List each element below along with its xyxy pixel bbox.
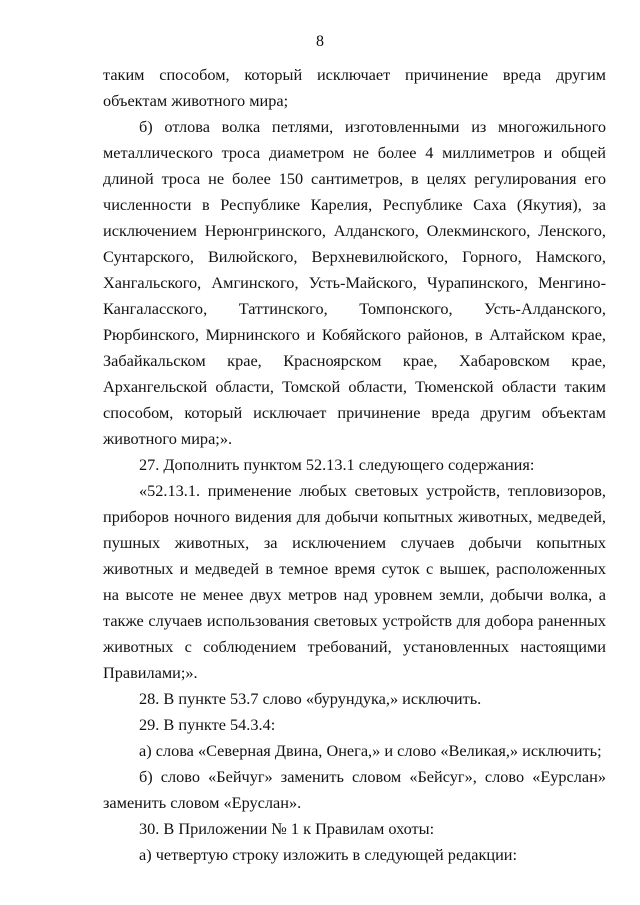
paragraph-29-b: б) слово «Бейчуг» заменить словом «Бейсуг», слово «Еурслан» заменить словом «Еруслан». <box>103 767 606 812</box>
paragraph-item-29: 29. В пункте 54.3.4: <box>139 715 276 734</box>
paragraph-52-13-1: «52.13.1. применение любых световых устройств, тепловизоров, приборов ночного видения для добычи копытных животных, медведей, пушных животных, за исключением случаев добычи копытных животных и медведей в темное время суток с вышек, расположенных на высоте не менее двух метров над уровнем земли, добычи волка, а также случаев использования световых устройств для добора раненных животных с соблюдением требований, установленных настоящими Правилами;». <box>103 481 606 682</box>
document-body <box>103 62 606 868</box>
paragraph-30-a: а) четвертую строку изложить в следующей редакции: <box>139 845 518 864</box>
paragraph-29-a: а) слова «Северная Двина, Онега,» и слово «Великая,» исключить; <box>139 741 602 760</box>
paragraph-continuation: таким способом, который исключает причинение вреда другим объектам животного мира; <box>103 65 606 110</box>
paragraph-b-wolf-trapping: б) отлова волка петлями, изготовленными из многожильного металлического троса диаметром не более 4 миллиметров и общей длиной троса не более 150 сантиметров, в целях регулирования его численности в Республике Карелия, Республике Саха (Якутия), за исключением Нерюнгринского, Алданского, Олекминского, Ленского, Сунтарского, Вилюйского, Верхневилюйского, Горного, Намского, Хангальского, Амгинского, Усть-Майского, Чурапинского, Менгино-Кангаласского, Таттинского, Томпонского, Усть-Алданского, Рюрбинского, Мирнинского и Кобяйского районов, в Алтайском крае, Забайкальском крае, Красноярском крае, Хабаровском крае, Архангельской области, Томской области, Тюменской области таким способом, который исключает причинение вреда другим объектам животного мира;». <box>103 117 606 448</box>
paragraph-item-30: 30. В Приложении № 1 к Правилам охоты: <box>139 819 435 838</box>
paragraph-item-28: 28. В пункте 53.7 слово «бурундука,» исключить. <box>139 689 482 708</box>
paragraph-item-27: 27. Дополнить пунктом 52.13.1 следующего содержания: <box>139 455 535 474</box>
page-number: 8 <box>316 33 324 50</box>
